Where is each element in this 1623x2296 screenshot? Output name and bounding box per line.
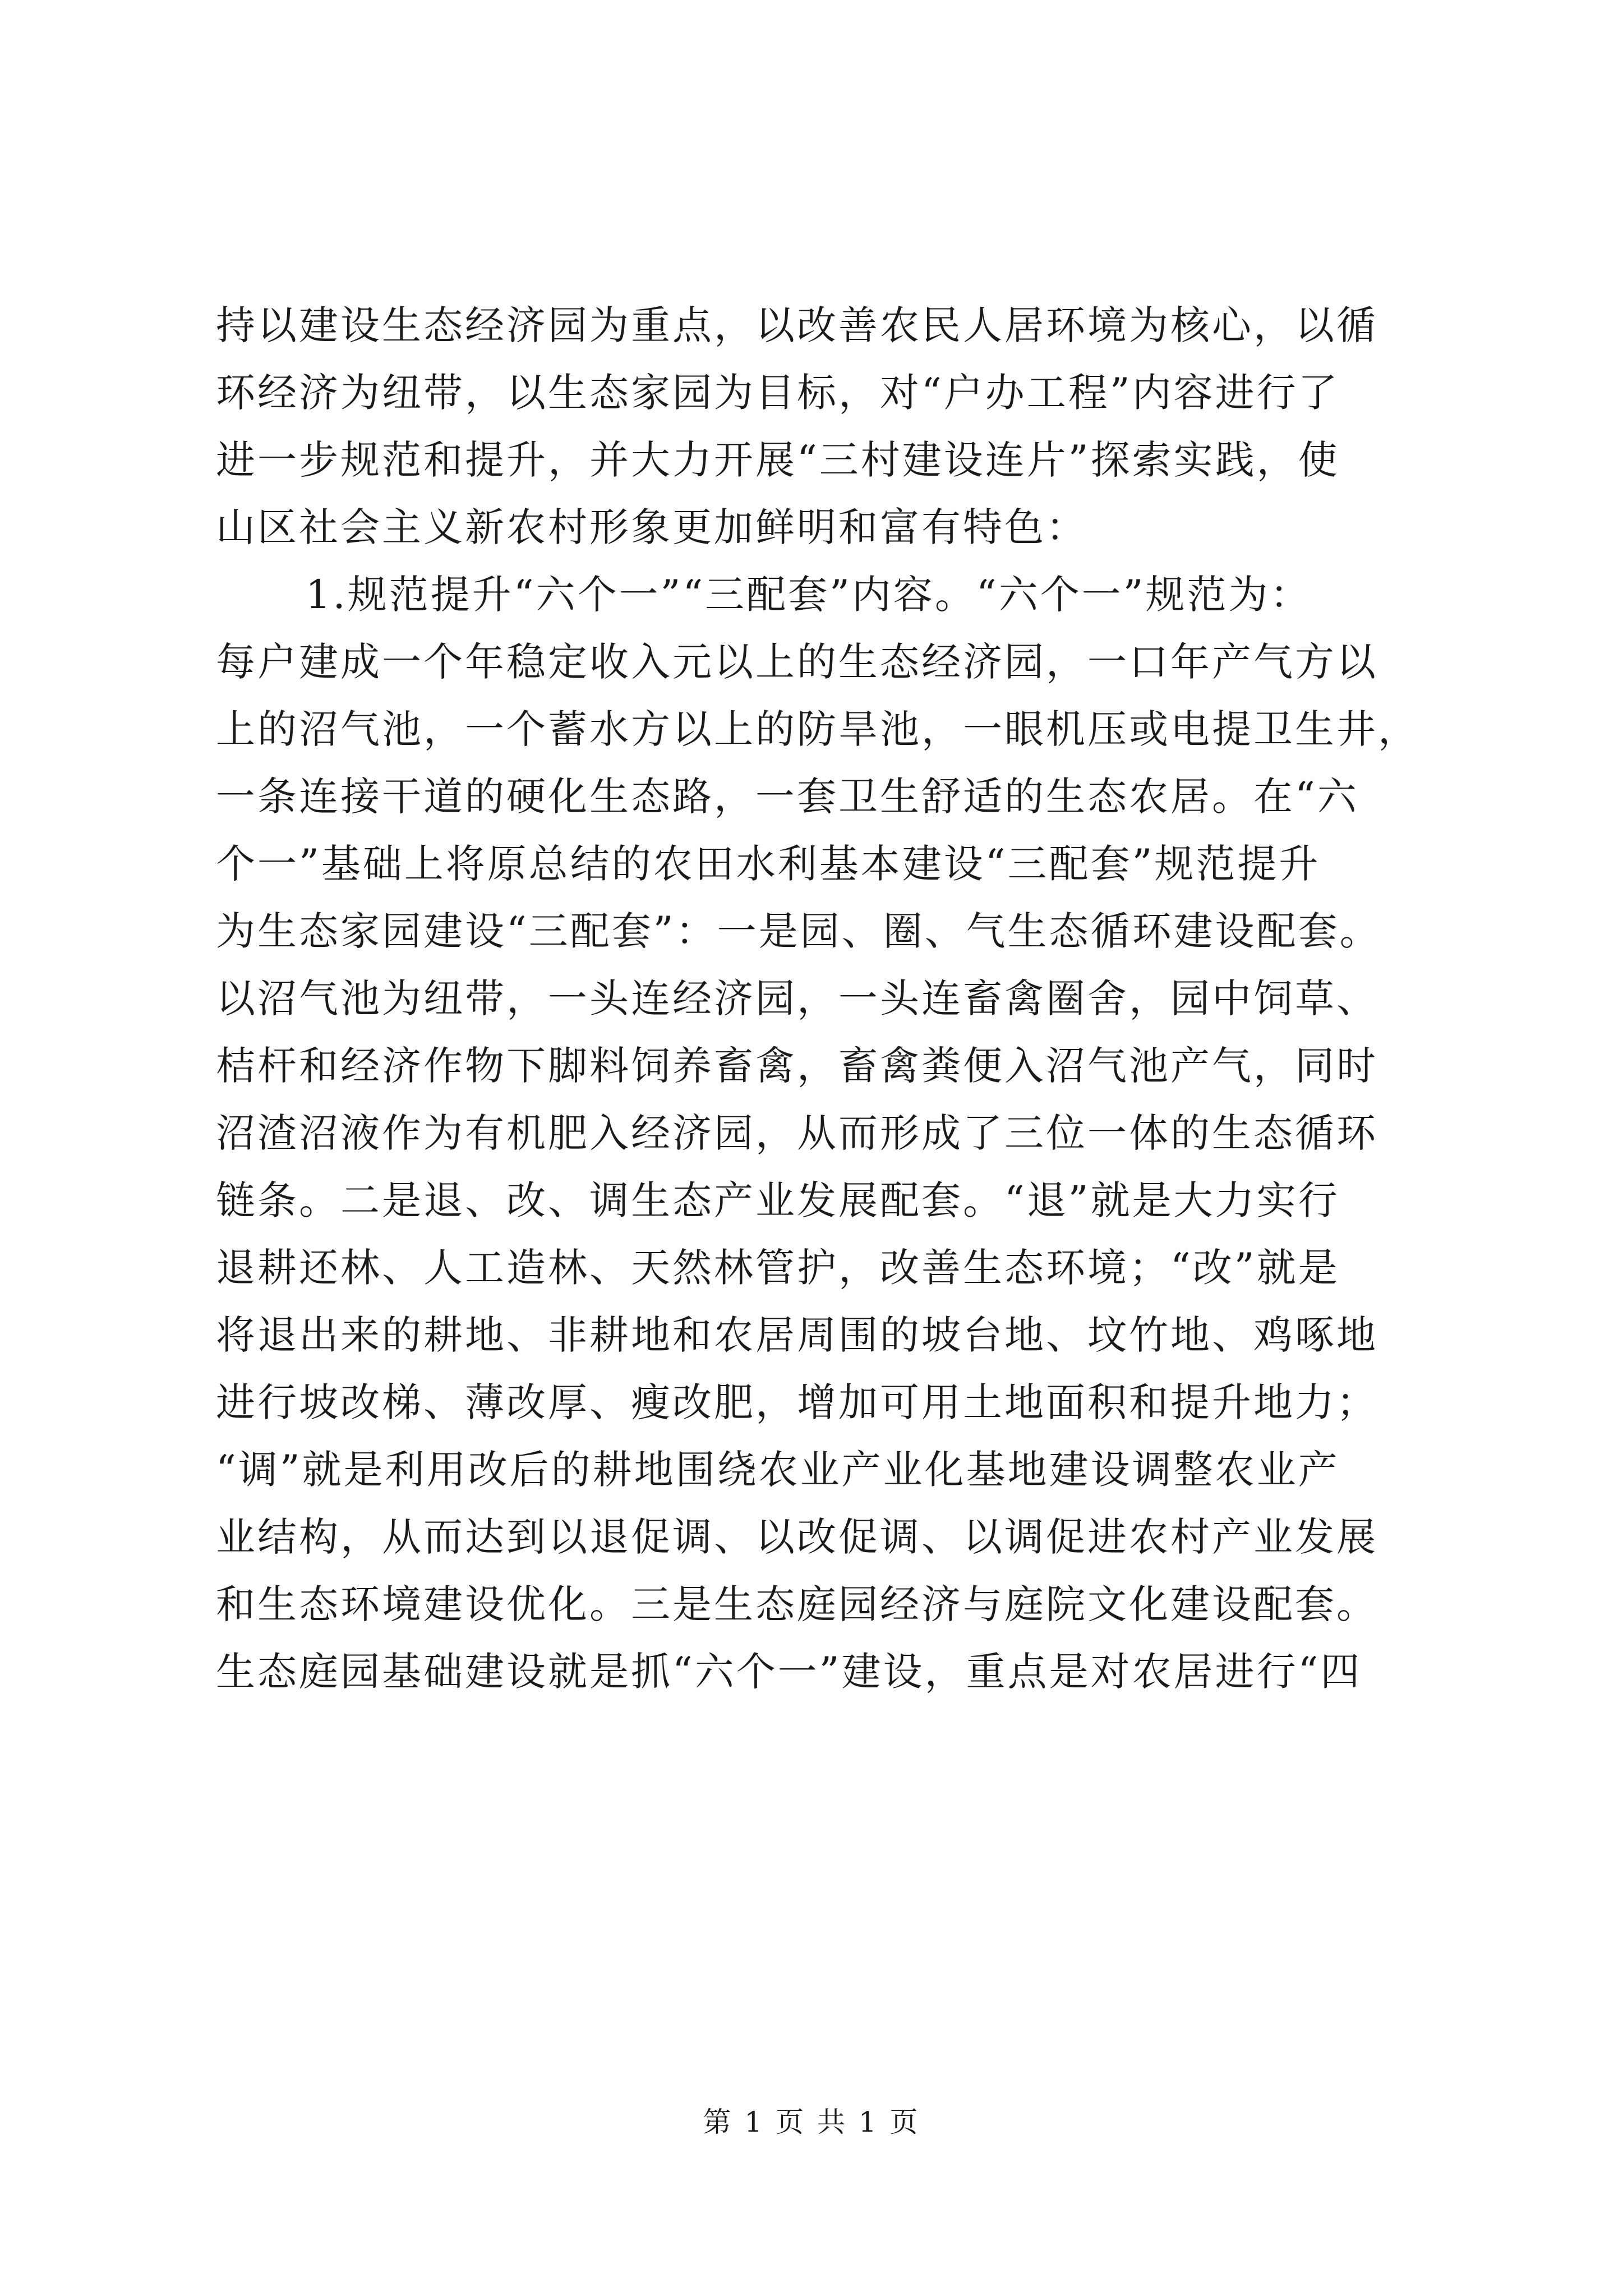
text-line: 山区社会主义新农村形象更加鲜明和富有特色： <box>216 504 1087 550</box>
text-line: 一条连接干道的硬化生态路，一套卫生舒适的生态农居。在“六 <box>216 774 1359 820</box>
text-line: 链条。二是退、改、调生态产业发展配套。“退”就是大力实行 <box>216 1177 1340 1223</box>
text-line: 和生态环境建设优化。三是生态庭园经济与庭院文化建设配套。 <box>216 1581 1378 1627</box>
text-line: 上的沼气池，一个蓄水方以上的防旱池，一眼机压或电提卫生井， <box>216 706 1419 752</box>
page-footer <box>0 2102 1623 2142</box>
text-line: 1.规范提升“六个一”“三配套”内容。“六个一”规范为： <box>306 572 1312 618</box>
text-line: 退耕还林、人工造林、天然林管护，改善生态环境；“改”就是 <box>216 1245 1340 1291</box>
text-line: 每户建成一个年稳定收入元以上的生态经济园，一口年产气方以 <box>216 639 1378 685</box>
text-line: 为生态家园建设“三配套”：一是园、圈、气生态循环建设配套。 <box>216 908 1381 954</box>
text-line: 桔杆和经济作物下脚料饲养畜禽，畜禽粪便入沼气池产气，同时 <box>216 1043 1378 1089</box>
text-line: 进行坡改梯、薄改厚、瘦改肥，增加可用土地面积和提升地力； <box>216 1379 1378 1425</box>
text-line: 进一步规范和提升，并大力开展“三村建设连片”探索实践，使 <box>216 437 1340 483</box>
page-number: 第 1 页 共 1 页 <box>703 2106 920 2138</box>
text-line: 沼渣沼液作为有机肥入经济园，从而形成了三位一体的生态循环 <box>216 1110 1378 1156</box>
text-line: 生态庭园基础建设就是抓“六个一”建设，重点是对农居进行“四 <box>216 1649 1362 1695</box>
body-text <box>216 292 1419 1705</box>
text-line: 环经济为纽带，以生态家园为目标，对“户办工程”内容进行了 <box>216 370 1340 416</box>
text-line: 以沼气池为纽带，一头连经济园，一头连畜禽圈舍，园中饲草、 <box>216 976 1378 1022</box>
text-line: 将退出来的耕地、非耕地和农居周围的坡台地、坟竹地、鸡啄地 <box>216 1312 1378 1358</box>
text-line: 持以建设生态经济园为重点，以改善农民人居环境为核心，以循 <box>216 302 1378 348</box>
text-line: 个一”基础上将原总结的农田水利基本建设“三配套”规范提升 <box>216 841 1321 887</box>
text-line: “调”就是利用改后的耕地围绕农业产业化基地建设调整农业产 <box>216 1447 1340 1493</box>
text-line: 业结构，从而达到以退促调、以改促调、以调促进农村产业发展 <box>216 1514 1378 1560</box>
